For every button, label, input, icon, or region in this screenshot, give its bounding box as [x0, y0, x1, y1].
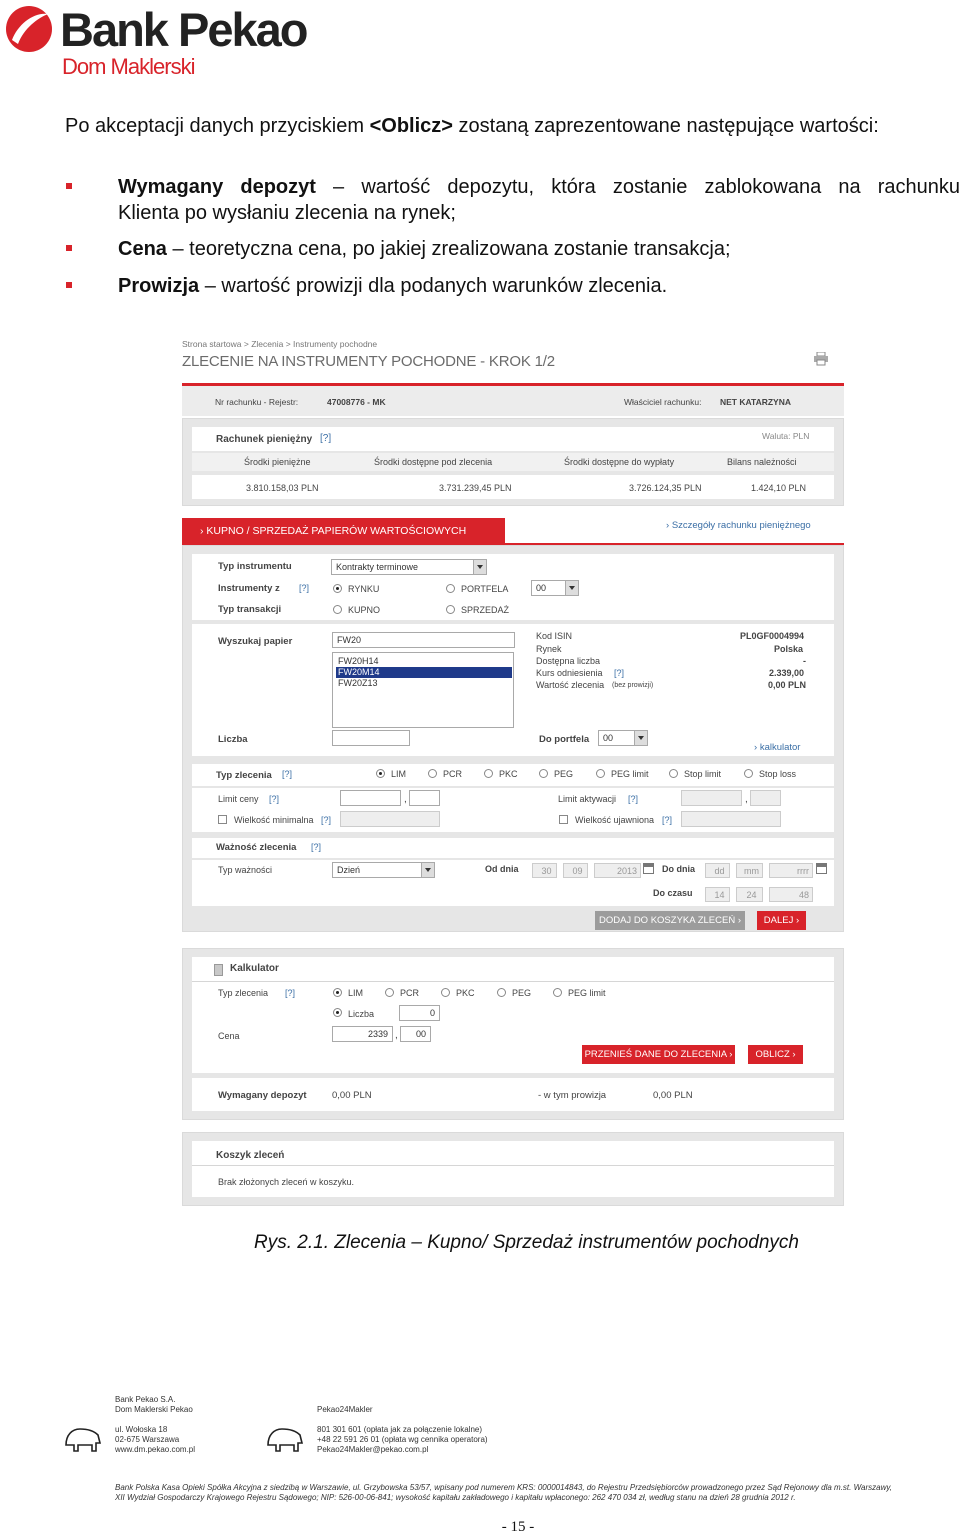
hour-input[interactable]: 14 — [705, 887, 730, 902]
radio-peg-limit-label: PEG limit — [611, 769, 649, 779]
cash-account-panel — [182, 418, 844, 506]
col-available-withdrawal: Środki dostępne do wypłaty — [564, 457, 675, 467]
chevron-down-icon — [421, 863, 434, 877]
to-month-input[interactable]: mm — [736, 863, 763, 878]
chevron-down-icon — [565, 581, 578, 595]
breadcrumb[interactable]: Strona startowa > Zlecenia > Instrumenty pochodne — [182, 339, 378, 349]
divider — [192, 1165, 834, 1166]
to-date-label: Do dnia — [662, 864, 695, 874]
calc-radio-pcr[interactable] — [385, 988, 394, 997]
footer-line: ul. Wołoska 18 — [115, 1425, 168, 1434]
intro-text-end: zostaną zaprezentowane następujące wartości: — [452, 115, 879, 137]
page-title: ZLECENIE NA INSTRUMENTY POCHODNE - KROK 1/2 — [182, 353, 555, 370]
fee-label: - w tym prowizja — [538, 1090, 607, 1101]
calc-radio-peg-limit-label: PEG limit — [568, 988, 606, 998]
calc-radio-lim-label: LIM — [348, 988, 364, 998]
decimal-separator: , — [395, 1030, 398, 1041]
quantity-label: Liczba — [218, 734, 248, 745]
footer-address — [115, 1425, 195, 1455]
tab-buy-sell[interactable]: › KUPNO / SPRZEDAŻ PAPIERÓW WARTOŚCIOWYCH — [182, 518, 505, 544]
ref-value: 2.339,00 — [769, 668, 805, 678]
footer-contact — [317, 1425, 488, 1455]
lot-value: - — [803, 656, 806, 666]
page-number: - 15 - — [501, 1519, 535, 1535]
owner-name: NET KATARZYNA — [720, 397, 791, 407]
next-button[interactable]: DALEJ › — [757, 911, 806, 930]
validity-section — [192, 860, 834, 906]
calendar-icon[interactable] — [816, 863, 827, 874]
chevron-down-icon — [634, 731, 647, 745]
tab-label: KUPNO / SPRZEDAŻ PAPIERÓW WARTOŚCIOWYCH — [206, 525, 467, 537]
add-to-basket-button[interactable]: DODAJ DO KOSZYKA ZLECEŃ › — [595, 911, 745, 930]
transaction-type-label: Typ transakcji — [218, 604, 282, 615]
radio-pkc[interactable] — [484, 769, 493, 778]
footer-line: 801 301 601 (opłata jak za połączenie lokalne) — [317, 1425, 483, 1434]
to-day-input[interactable]: dd — [705, 863, 730, 878]
intro-button-name: <Oblicz> — [369, 115, 453, 137]
calculator-title: Kalkulator — [230, 963, 279, 974]
isin-label: Kod ISIN — [536, 631, 573, 641]
calc-quantity-input[interactable]: 0 — [399, 1005, 440, 1021]
footer-line: 02-675 Warszawa — [115, 1435, 180, 1444]
add-to-basket-label: DODAJ DO KOSZYKA ZLECEŃ — [598, 915, 736, 926]
portfolio-value: 00 — [536, 583, 547, 593]
radio-pcr[interactable] — [428, 769, 437, 778]
price-limit-int-input[interactable] — [340, 790, 401, 806]
calc-radio-peg-limit[interactable] — [553, 988, 562, 997]
bank-logo-icon — [4, 4, 54, 54]
bullet-deposit-line1 — [118, 174, 960, 200]
calculator-icon — [214, 964, 223, 976]
shown-size-checkbox[interactable] — [559, 815, 568, 824]
list-item[interactable]: FW20H14 — [338, 656, 379, 666]
min-size-input[interactable] — [340, 811, 440, 827]
radio-sell[interactable] — [446, 605, 455, 614]
calc-radio-pkc[interactable] — [441, 988, 450, 997]
radio-peg-label: PEG — [554, 769, 574, 779]
footer-company — [115, 1395, 193, 1415]
radio-portfolio[interactable] — [446, 584, 455, 593]
cash-columns-row — [192, 453, 834, 471]
calculate-label: OBLICZ — [755, 1049, 790, 1060]
calc-radio-quantity[interactable] — [333, 1008, 342, 1017]
validity-type-select[interactable] — [332, 862, 435, 878]
radio-buy[interactable] — [333, 605, 342, 614]
bullet-marker — [66, 282, 72, 288]
calc-radio-pcr-label: PCR — [400, 988, 420, 998]
from-year-input[interactable]: 2013 — [594, 863, 641, 878]
instrument-type-value: Kontrakty terminowe — [336, 562, 419, 572]
col-cash: Środki pieniężne — [244, 457, 311, 467]
min-size-label: Wielkość minimalna — [234, 815, 314, 825]
chevron-down-icon — [473, 560, 486, 574]
cash-header-row — [192, 427, 834, 451]
intro-paragraph — [65, 113, 879, 139]
search-results-list[interactable] — [332, 652, 514, 728]
radio-pcr-label: PCR — [443, 769, 463, 779]
calc-radio-lim[interactable] — [333, 988, 342, 997]
order-type-label: Typ zlecenia — [216, 770, 272, 781]
basket-empty-text: Brak złożonych zleceń w koszyku. — [218, 1177, 355, 1187]
calc-radio-peg[interactable] — [497, 988, 506, 997]
price-limit-dec-input[interactable] — [409, 790, 440, 806]
radio-stop-loss[interactable] — [744, 769, 753, 778]
bullet-deposit-line2: Klienta po wysłaniu zlecenia na rynek; — [118, 202, 456, 224]
calc-radio-peg-label: PEG — [512, 988, 532, 998]
calc-quantity-label: Liczba — [348, 1009, 375, 1019]
next-label: DALEJ — [763, 915, 794, 926]
deposit-result-row — [192, 1078, 834, 1111]
validity-title: Ważność zlecenia — [216, 842, 297, 853]
col-available-orders: Środki dostępne pod zlecenia — [374, 457, 493, 467]
calc-order-type-label: Typ zlecenia — [218, 988, 269, 998]
calc-price-int-input[interactable]: 2339 — [332, 1026, 393, 1042]
order-value-label: Wartość zlecenia — [536, 680, 605, 690]
help-link[interactable]: [?] — [662, 815, 673, 825]
to-portfolio-value: 00 — [603, 733, 614, 743]
search-input[interactable]: FW20 — [332, 632, 515, 648]
instrument-type-label: Typ instrumentu — [218, 561, 292, 572]
basket-section — [192, 1141, 834, 1197]
radio-sell-label: SPRZEDAŻ — [461, 605, 510, 615]
help-link[interactable]: [?] — [269, 794, 280, 804]
calc-price-label: Cena — [218, 1031, 240, 1041]
list-item-selected[interactable]: FW20M14 — [336, 667, 512, 678]
portfolio-select[interactable] — [531, 580, 579, 596]
shown-size-input[interactable] — [681, 811, 781, 827]
footer-email[interactable]: Pekao24Makler@pekao.com.pl — [317, 1445, 429, 1454]
deposit-value: 0,00 PLN — [332, 1090, 372, 1101]
radio-portfolio-label: PORTFELA — [461, 584, 509, 594]
calculator-panel — [182, 948, 844, 1120]
bullet-term: Prowizja — [118, 275, 200, 297]
radio-stop-limit-label: Stop limit — [684, 769, 722, 779]
owner-label: Właściciel rachunku: — [624, 397, 702, 407]
market-label: Rynek — [536, 644, 562, 654]
account-number: 47008776 - MK — [327, 397, 386, 407]
help-link[interactable]: [?] — [614, 668, 625, 678]
intro-text: Po akceptacji danych przyciskiem — [65, 115, 370, 137]
bullet-marker — [66, 245, 72, 251]
calc-radio-pkc-label: PKC — [456, 988, 475, 998]
list-item[interactable]: FW20Z13 — [338, 678, 378, 688]
calculator-link[interactable]: › kalkulator — [754, 742, 801, 753]
printer-icon[interactable] — [813, 352, 829, 366]
footer-website[interactable]: www.dm.pekao.com.pl — [115, 1445, 196, 1454]
help-link[interactable]: [?] — [311, 842, 322, 852]
order-limits-section — [192, 788, 834, 832]
radio-market[interactable] — [333, 584, 342, 593]
radio-market-label: RYNKU — [348, 584, 380, 594]
validity-type-label: Typ ważności — [218, 865, 273, 875]
instrument-section — [192, 554, 834, 620]
min-size-checkbox[interactable] — [218, 815, 227, 824]
account-details-link[interactable]: › Szczegóły rachunku pieniężnego — [666, 520, 811, 531]
fee-value: 0,00 PLN — [653, 1090, 693, 1101]
brand-subtitle: Dom Maklerski — [62, 54, 195, 79]
search-label: Wyszukaj papier — [218, 636, 293, 647]
calendar-icon[interactable] — [643, 863, 654, 874]
decimal-separator: , — [404, 794, 407, 805]
from-date-label: Od dnia — [485, 864, 519, 874]
quantity-input[interactable] — [332, 730, 410, 746]
help-link[interactable]: [?] — [299, 583, 310, 593]
bullet-text: – teoretyczna cena, po jakiej zrealizowana zostanie transakcja; — [166, 238, 731, 260]
deposit-label: Wymagany depozyt — [218, 1090, 307, 1101]
instrument-type-select[interactable] — [331, 559, 487, 575]
second-input[interactable]: 48 — [769, 887, 813, 902]
legal-line: XII Wydział Gospodarczy Krajowego Rejestru Sądowego; NIP: 526-00-06-841; wysokość kapitału zakładowego i kapitału wpłaconego: 262 470 034 zł, według stanu na dzień 28 grudnia 2012 r. — [115, 1493, 796, 1502]
value-available-withdrawal: 3.726.124,35 PLN — [629, 483, 702, 493]
order-type-row — [192, 764, 834, 786]
footer-service-name: Pekao24Makler — [317, 1405, 373, 1414]
validity-type-value: Dzień — [337, 865, 361, 875]
cash-title: Rachunek pieniężny — [216, 434, 313, 445]
shown-size-label: Wielkość ujawniona — [575, 815, 655, 825]
order-value: 0,00 PLN — [768, 680, 807, 690]
value-cash: 3.810.158,03 PLN — [246, 483, 319, 493]
price-limit-label: Limit ceny — [218, 794, 259, 804]
order-form-screenshot — [182, 336, 844, 1208]
bullet-text: – wartość depozytu, która zostanie zablokowana na rachunku — [315, 176, 960, 198]
radio-peg[interactable] — [539, 769, 548, 778]
account-label: Nr rachunku - Rejestr: — [215, 397, 299, 407]
brand-name: Bank Pekao — [60, 3, 307, 56]
radio-stop-loss-label: Stop loss — [759, 769, 797, 779]
help-link[interactable]: [?] — [320, 433, 332, 444]
help-link[interactable]: [?] — [628, 794, 639, 804]
bullet-text: – wartość prowizji dla podanych warunków zlecenia. — [199, 275, 668, 297]
radio-lim-label: LIM — [391, 769, 407, 779]
account-strip — [182, 386, 844, 416]
account-details-label: Szczegóły rachunku pieniężnego — [671, 520, 811, 531]
bison-logo-icon — [266, 1425, 304, 1453]
from-day-input[interactable]: 30 — [532, 863, 557, 878]
calculator-section — [192, 957, 834, 1073]
basket-title: Koszyk zleceń — [216, 1150, 285, 1161]
calculate-button[interactable]: OBLICZ › — [748, 1045, 803, 1064]
to-year-input[interactable]: rrrr — [769, 863, 813, 878]
bison-logo-icon — [64, 1425, 102, 1453]
bullet-price — [118, 236, 960, 262]
to-portfolio-label: Do portfela — [539, 734, 590, 745]
transfer-to-order-button[interactable]: PRZENIEŚ DANE DO ZLECENIA › — [582, 1045, 735, 1064]
order-form-panel — [182, 545, 844, 932]
bullet-term: Cena — [118, 238, 167, 260]
radio-buy-label: KUPNO — [348, 605, 381, 615]
bullet-term: Wymagany depozyt — [118, 176, 316, 198]
calc-price-dec-input[interactable]: 00 — [400, 1026, 431, 1042]
market-value: Polska — [774, 644, 804, 654]
value-available-orders: 3.731.239,45 PLN — [439, 483, 512, 493]
value-receivables: 1.424,10 PLN — [751, 483, 807, 493]
footer-line: Dom Maklerski Pekao — [115, 1405, 193, 1414]
from-month-input[interactable]: 09 — [563, 863, 588, 878]
footer-line: +48 22 591 26 01 (opłata wg cennika operatora) — [317, 1435, 488, 1444]
transfer-label: PRZENIEŚ DANE DO ZLECENIA — [584, 1049, 727, 1060]
legal-line: Bank Polska Kasa Opieki Spółka Akcyjna z siedzibą w Warszawie, ul. Grzybowska 53/57, wpisany pod numerem KRS: 0000014843, do Rejestru Przedsiębiorców prowadzonego przez Sąd Rejonowy dla m.st. Warszawy, — [115, 1483, 892, 1492]
footer-legal — [115, 1483, 920, 1503]
help-link[interactable]: [?] — [321, 815, 332, 825]
bullet-marker — [66, 183, 72, 189]
radio-stop-limit[interactable] — [669, 769, 678, 778]
radio-lim[interactable] — [376, 769, 385, 778]
figure-caption: Rys. 2.1. Zlecenia – Kupno/ Sprzedaż instrumentów pochodnych — [254, 1232, 799, 1253]
decimal-separator: , — [745, 794, 748, 805]
activation-limit-label: Limit aktywacji — [558, 794, 617, 804]
footer-line: Bank Pekao S.A. — [115, 1395, 176, 1404]
instruments-from-label: Instrumenty z — [218, 583, 280, 594]
calculator-link-label: kalkulator — [759, 742, 801, 753]
lot-label: Dostępna liczba — [536, 656, 601, 666]
validity-header — [192, 838, 834, 858]
order-value-note: (bez prowizji) — [612, 682, 654, 689]
radio-peg-limit[interactable] — [596, 769, 605, 778]
bullet-commission — [118, 273, 960, 299]
to-time-label: Do czasu — [653, 888, 693, 898]
radio-pkc-label: PKC — [499, 769, 518, 779]
activation-limit-int-input[interactable] — [681, 790, 742, 806]
minute-input[interactable]: 24 — [736, 887, 763, 902]
currency-label: Waluta: PLN — [762, 431, 810, 441]
col-receivables: Bilans należności — [727, 457, 797, 467]
isin-value: PL0GF0004994 — [740, 631, 805, 641]
cash-values-row — [192, 475, 834, 499]
ref-label: Kurs odniesienia — [536, 668, 603, 678]
to-portfolio-select[interactable] — [598, 730, 648, 746]
help-link[interactable]: [?] — [282, 769, 293, 779]
order-basket-panel — [182, 1132, 844, 1206]
divider — [192, 981, 834, 982]
help-link[interactable]: [?] — [285, 988, 296, 998]
activation-limit-dec-input[interactable] — [750, 790, 781, 806]
